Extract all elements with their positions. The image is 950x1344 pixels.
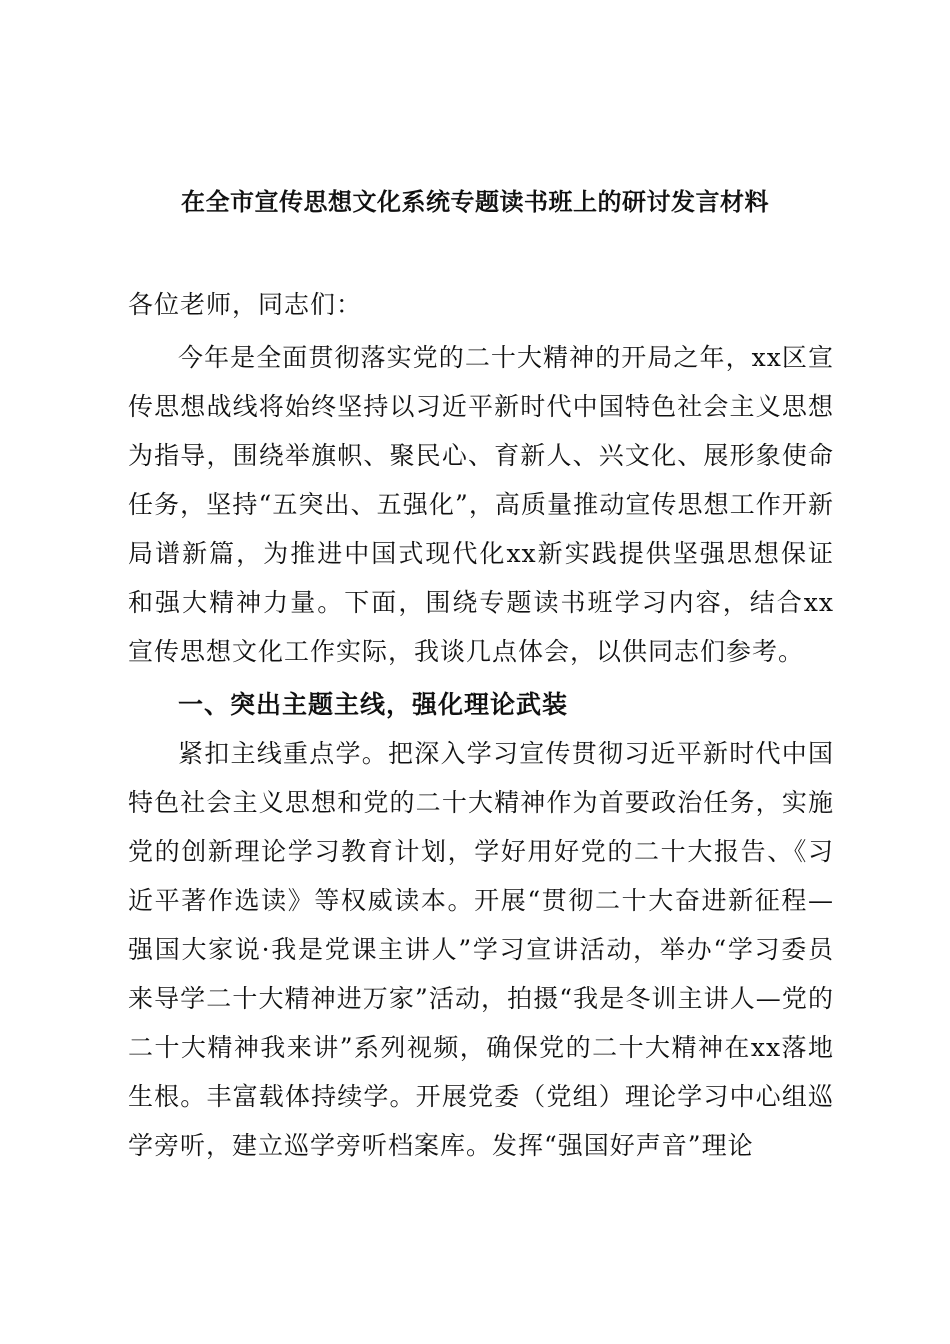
paragraph-section-1: 紧扣主线重点学。把深入学习宣传贯彻习近平新时代中国特色社会主义思想和党的二十大精神作为首要政治任务，实施党的创新理论学习教育计划，学好用好党的二十大报告、《习近平著作选读》等权威读本。开展“贯彻二十大奋进新征程—强国大家说·我是党课主讲人”学习宣讲活动，举办“学习委员来导学二十大精神进万家”活动，拍摄“我是冬训主讲人—党的二十大精神我来讲”系列视频，确保党的二十大精神在xx落地生根。丰富载体持续学。开展党委（党组）理论学习中心组巡学旁听，建立巡学旁听档案库。发挥“强国好声音”理论 [128, 739, 834, 1160]
paragraph-intro: 今年是全面贯彻落实党的二十大精神的开局之年，xx区宣传思想战线将始终坚持以习近平新时代中国特色社会主义思想为指导，围绕举旗帜、聚民心、育新人、兴文化、展形象使命任务，坚持“五突出、五强化”，高质量推动宣传思想工作开新局谱新篇，为推进中国式现代化xx新实践提供坚强思想保证和强大精神力量。下面，围绕专题读书班学习内容，结合xx宣传思想文化工作实际，我谈几点体会，以供同志们参考。 [128, 343, 834, 666]
section-heading-1: 一、突出主题主线，强化理论武装 [178, 690, 569, 719]
document-title: 在全市宣传思想文化系统专题读书班上的研讨发言材料 [181, 187, 769, 216]
greeting: 各位老师，同志们： [128, 290, 363, 319]
